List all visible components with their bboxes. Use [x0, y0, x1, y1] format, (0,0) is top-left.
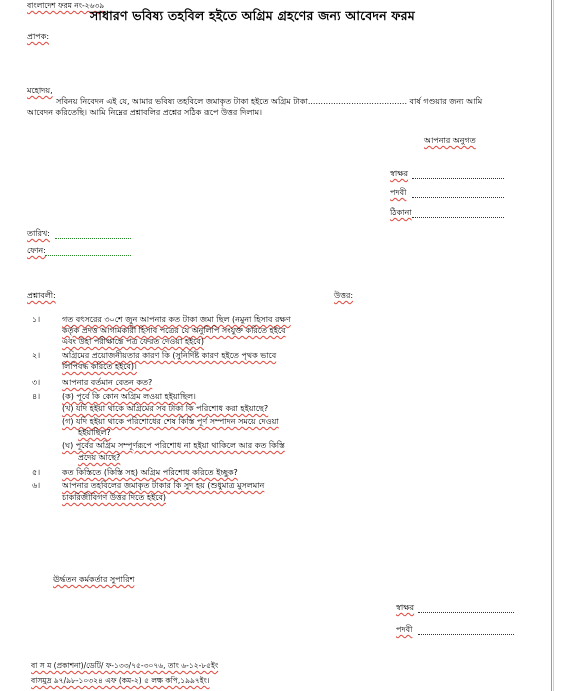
- applicant-address-line: [412, 217, 504, 218]
- question-4-number: ৪।: [32, 392, 41, 401]
- question-1-line-2: কর্তৃক প্রদত্ত আগামকারী হিসাব পত্রের যে অনুলিপি সংযুক্ত করিতে হইবে: [62, 326, 286, 335]
- question-4-line-1: (ক) পূর্বে কি কোন অগ্রিম লওয়া হইয়াছিল।: [62, 392, 196, 401]
- question-2-line-1: অগ্রিমের প্রয়োজনীয়তার কারণ কি (সুনির্দিষ্ট কারণ হইতে পৃথক ভাবে: [62, 351, 277, 360]
- applicant-designation-label: পদবী: [390, 188, 407, 197]
- page-edge: [551, 0, 552, 691]
- question-6-line-2: চাকরিজীবিগণ উত্তর দিতে হইবে): [62, 493, 167, 502]
- applicant-designation-line: [412, 197, 504, 198]
- form-number: বাংলাদেশ ফরম নং-২৬৩৯: [27, 1, 105, 10]
- question-4-line-5: (ঘ) পূর্বের অগ্রিম সম্পূর্ণরূপে পরিশোধ না হইয়া থাকিলে আর কত কিস্তি: [62, 441, 285, 450]
- question-4-line-6: প্রদেয় আছে?: [78, 453, 121, 462]
- question-4-line-2: (খ) যদি হইয়া থাকে অগ্রিমের সব টাকা কি পরিশোধ করা হইয়াছে?: [62, 404, 269, 413]
- question-3-line-1: আপনার বর্তমান বেতন কত?: [62, 378, 153, 387]
- salutation: মহোদয়,: [27, 86, 53, 95]
- question-1-number: ১।: [32, 315, 41, 324]
- officer-signature-label: স্বাক্ষর: [396, 603, 415, 612]
- question-4-line-3: (গ) যদি হইয়া থাকে পরিশোধের শেষ কিস্তি পূর্ণ সম্পাদন সময়ে দেওয়া: [62, 417, 279, 426]
- form-title: সাধারণ ভবিষ্য তহবিল হইতে অগ্রিম গ্রহণের জন্য আবেদন ফরম: [90, 8, 415, 23]
- question-2-number: ২।: [32, 351, 41, 360]
- date-label: তারিখ:: [27, 229, 50, 238]
- footer-line-2: বাসমুদ্র ৯৭/৯৮-১০৩২৪ এফ (কম-২) ৫ লক্ষ কপি,১৯৯৭ইং।: [31, 676, 210, 685]
- question-6-number: ৬।: [32, 481, 41, 490]
- applicant-address-label: ঠিকানা: [390, 208, 412, 217]
- application-line-2: আবেদন করিতেছি। আমি নিম্নের প্রশ্নাবলির প্রশ্নের সঠিক রূপে উত্তর দিলাম।: [27, 108, 262, 117]
- question-1-line-1: গত বৎসরের ৩০শে জুন আপনার কত টাকা জমা ছিল (নমুনা হিসাব রক্ষণ: [62, 315, 291, 324]
- questions-heading: প্রশ্নাবলী:: [27, 291, 56, 300]
- answers-heading: উত্তর:: [334, 291, 354, 300]
- officer-designation-label: পদবী: [396, 625, 413, 634]
- question-3-number: ৩।: [32, 378, 41, 387]
- question-6-line-1: আপনার তহবিলের জমাকৃত টাকার কি সুদ হয় (শুধুমাত্র মুসলমান: [62, 481, 265, 490]
- applicant-signature-label: স্বাক্ষর: [390, 169, 409, 178]
- recipient-label: প্রাপক:: [27, 32, 50, 41]
- question-1-line-3: এবং উহা পরীক্ষান্তে পত্র ফেরত দেওয়া হইবে): [62, 337, 204, 346]
- phone-label: ফোন:: [27, 246, 46, 255]
- officer-designation-line: [418, 634, 514, 635]
- date-line: [55, 238, 131, 239]
- footer-line-1: বা স ম (প্রকাশনা)/ডেটি/ ফ-১৩৩/৭৫-৩০৭৬, তাং ৬-১২-৮৫ইং: [31, 661, 219, 670]
- question-2-line-2: লিপিবদ্ধ করিতে হইবে)।: [62, 362, 137, 371]
- question-5-line-1: কত কিস্তিতে (কিস্তি সহ) অগ্রিম পরিশোধ করিতে ইচ্ছুক?: [62, 468, 238, 477]
- page-edge-shadow: [553, 0, 554, 691]
- question-4-line-4: হইয়াছিল?: [78, 428, 111, 437]
- application-line-1: সবিনয় নিবেদন এই যে, আমার ভবিষ্য তহবিলে জমাকৃত টাকা হইতে অগ্রিম টাকা....................................... বার্ষ গণ্ডয়ার জন্য আমি: [56, 97, 483, 106]
- question-5-number: ৫।: [32, 468, 41, 477]
- yours-faithfully: আপনার অনুগত: [424, 136, 476, 145]
- officer-signature-line: [418, 612, 514, 613]
- applicant-signature-line: [412, 178, 504, 179]
- phone-line: [45, 255, 131, 256]
- recommendation-label: ঊর্দ্ধতন কর্মকর্তার সুপারিশ: [53, 575, 135, 584]
